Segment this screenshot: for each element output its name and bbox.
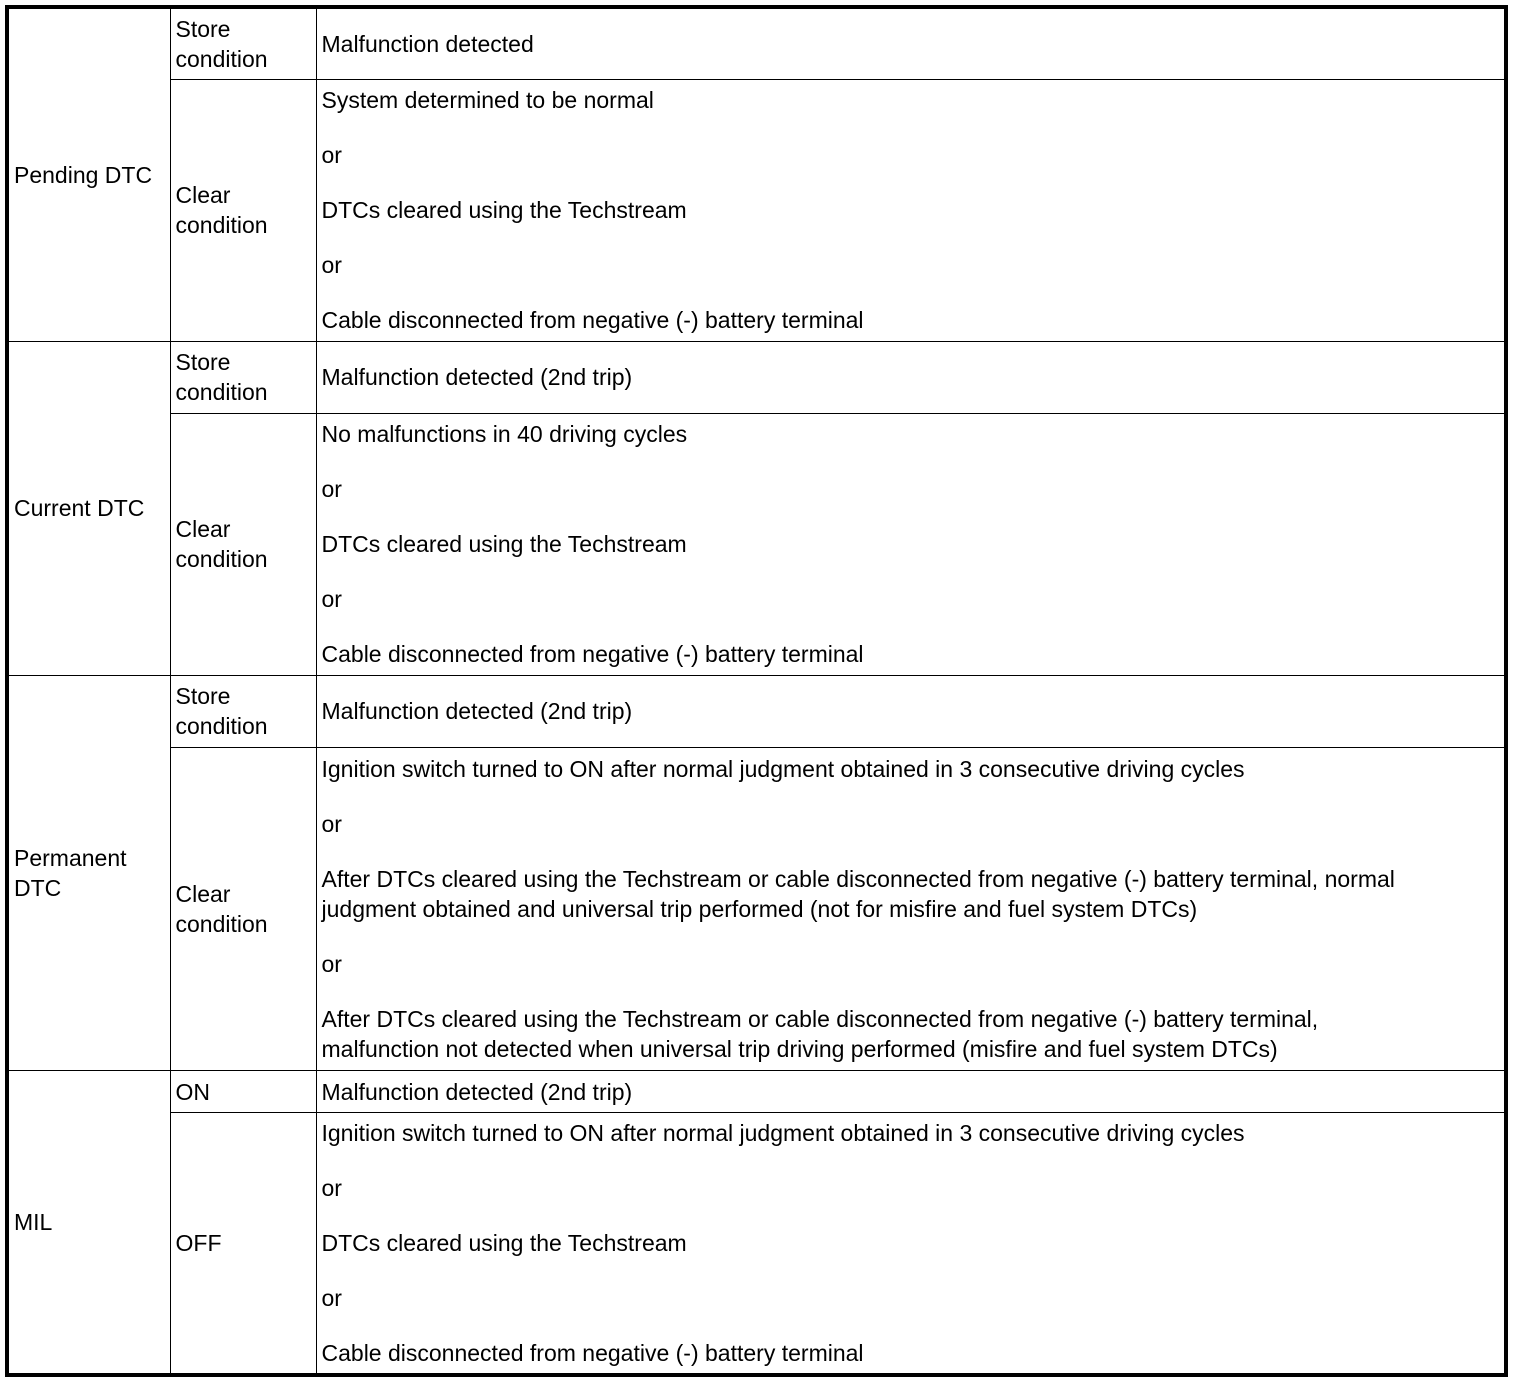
permanent-clear-label-line1: Clear (175, 881, 231, 908)
pending-clear-item-4: or (321, 252, 342, 279)
permanent-store-label-line1: Store (175, 683, 231, 710)
permanent-clear-item-1: Ignition switch turned to ON after normal judgment obtained in 3 consecutive driving cycles (321, 756, 1245, 783)
mil-on-label-text: ON (175, 1078, 210, 1105)
permanent-dtc-label-line1: Permanent (14, 845, 127, 872)
permanent-dtc-label (7, 675, 170, 1070)
pending-clear-text (316, 79, 1506, 341)
current-dtc-label (7, 341, 170, 675)
pending-store-text (316, 7, 1506, 79)
permanent-clear-item-2: or (321, 811, 342, 838)
mil-off-item-2: or (321, 1175, 342, 1202)
mil-on-text (316, 1071, 1506, 1113)
permanent-clear-item-4: or (321, 951, 342, 978)
current-clear-row (7, 413, 1506, 675)
mil-off-label-text: OFF (175, 1230, 222, 1257)
permanent-clear-label-line2: condition (175, 911, 268, 938)
permanent-clear-item-3-line1: After DTCs cleared using the Techstream or cable disconnected from negative (-) battery terminal, normal (321, 866, 1395, 893)
current-clear-item-5: Cable disconnected from negative (-) battery terminal (321, 641, 864, 668)
permanent-store-label-line2: condition (175, 713, 268, 740)
current-dtc-label-text: Current DTC (14, 495, 145, 522)
permanent-clear-label (170, 748, 316, 1071)
pending-store-text-value: Malfunction detected (321, 30, 534, 57)
permanent-clear-item-5-line1: After DTCs cleared using the Techstream or cable disconnected from negative (-) battery terminal, (321, 1006, 1319, 1033)
current-clear-item-4: or (321, 586, 342, 613)
current-store-label-line1: Store (175, 349, 231, 376)
current-store-row (7, 341, 1506, 413)
current-clear-item-3: DTCs cleared using the Techstream (321, 531, 687, 558)
current-clear-item-1: No malfunctions in 40 driving cycles (321, 421, 688, 448)
permanent-store-text-value: Malfunction detected (2nd trip) (321, 698, 633, 725)
mil-off-item-4: or (321, 1285, 342, 1312)
current-store-label-line2: condition (175, 379, 268, 406)
current-clear-label-line1: Clear (175, 516, 231, 543)
pending-clear-item-5: Cable disconnected from negative (-) battery terminal (321, 307, 864, 334)
mil-label (7, 1071, 170, 1375)
mil-label-text: MIL (14, 1209, 53, 1236)
current-store-text-value: Malfunction detected (2nd trip) (321, 364, 633, 391)
pending-dtc-label-text: Pending DTC (14, 161, 153, 188)
current-clear-item-2: or (321, 476, 342, 503)
current-store-label (170, 341, 316, 413)
mil-on-label (170, 1071, 316, 1113)
mil-off-row (7, 1113, 1506, 1375)
permanent-clear-text (316, 748, 1506, 1071)
pending-clear-item-3: DTCs cleared using the Techstream (321, 197, 687, 224)
permanent-store-label (170, 675, 316, 747)
mil-off-item-1: Ignition switch turned to ON after normal judgment obtained in 3 consecutive driving cycles (321, 1120, 1245, 1147)
permanent-store-row (7, 675, 1506, 747)
current-clear-label-line2: condition (175, 546, 268, 573)
mil-off-label (170, 1113, 316, 1375)
pending-clear-label-line2: condition (175, 212, 268, 239)
current-store-text (316, 341, 1506, 413)
permanent-dtc-label-line2: DTC (14, 875, 62, 902)
pending-clear-row (7, 79, 1506, 341)
pending-store-label-line2: condition (175, 45, 268, 72)
pending-clear-label-line1: Clear (175, 182, 231, 209)
mil-off-item-3: DTCs cleared using the Techstream (321, 1230, 687, 1257)
permanent-clear-item-5-line2: malfunction not detected when universal trip driving performed (misfire and fuel system DTCs) (321, 1036, 1278, 1063)
pending-clear-item-2: or (321, 142, 342, 169)
pending-clear-label (170, 79, 316, 341)
pending-clear-item-1: System determined to be normal (321, 87, 654, 114)
dtc-conditions-table (5, 5, 1508, 1377)
permanent-store-text (316, 675, 1506, 747)
pending-store-row (7, 7, 1506, 79)
mil-off-text (316, 1113, 1506, 1375)
pending-store-label-line1: Store (175, 15, 231, 42)
current-clear-text (316, 413, 1506, 675)
pending-dtc-label (7, 7, 170, 341)
mil-off-item-5: Cable disconnected from negative (-) battery terminal (321, 1340, 864, 1367)
current-clear-label (170, 413, 316, 675)
permanent-clear-row (7, 748, 1506, 1071)
permanent-clear-item-3-line2: judgment obtained and universal trip performed (not for misfire and fuel system DTCs) (321, 896, 1198, 923)
pending-store-label (170, 7, 316, 79)
mil-on-row (7, 1071, 1506, 1113)
mil-on-text-value: Malfunction detected (2nd trip) (321, 1078, 633, 1105)
